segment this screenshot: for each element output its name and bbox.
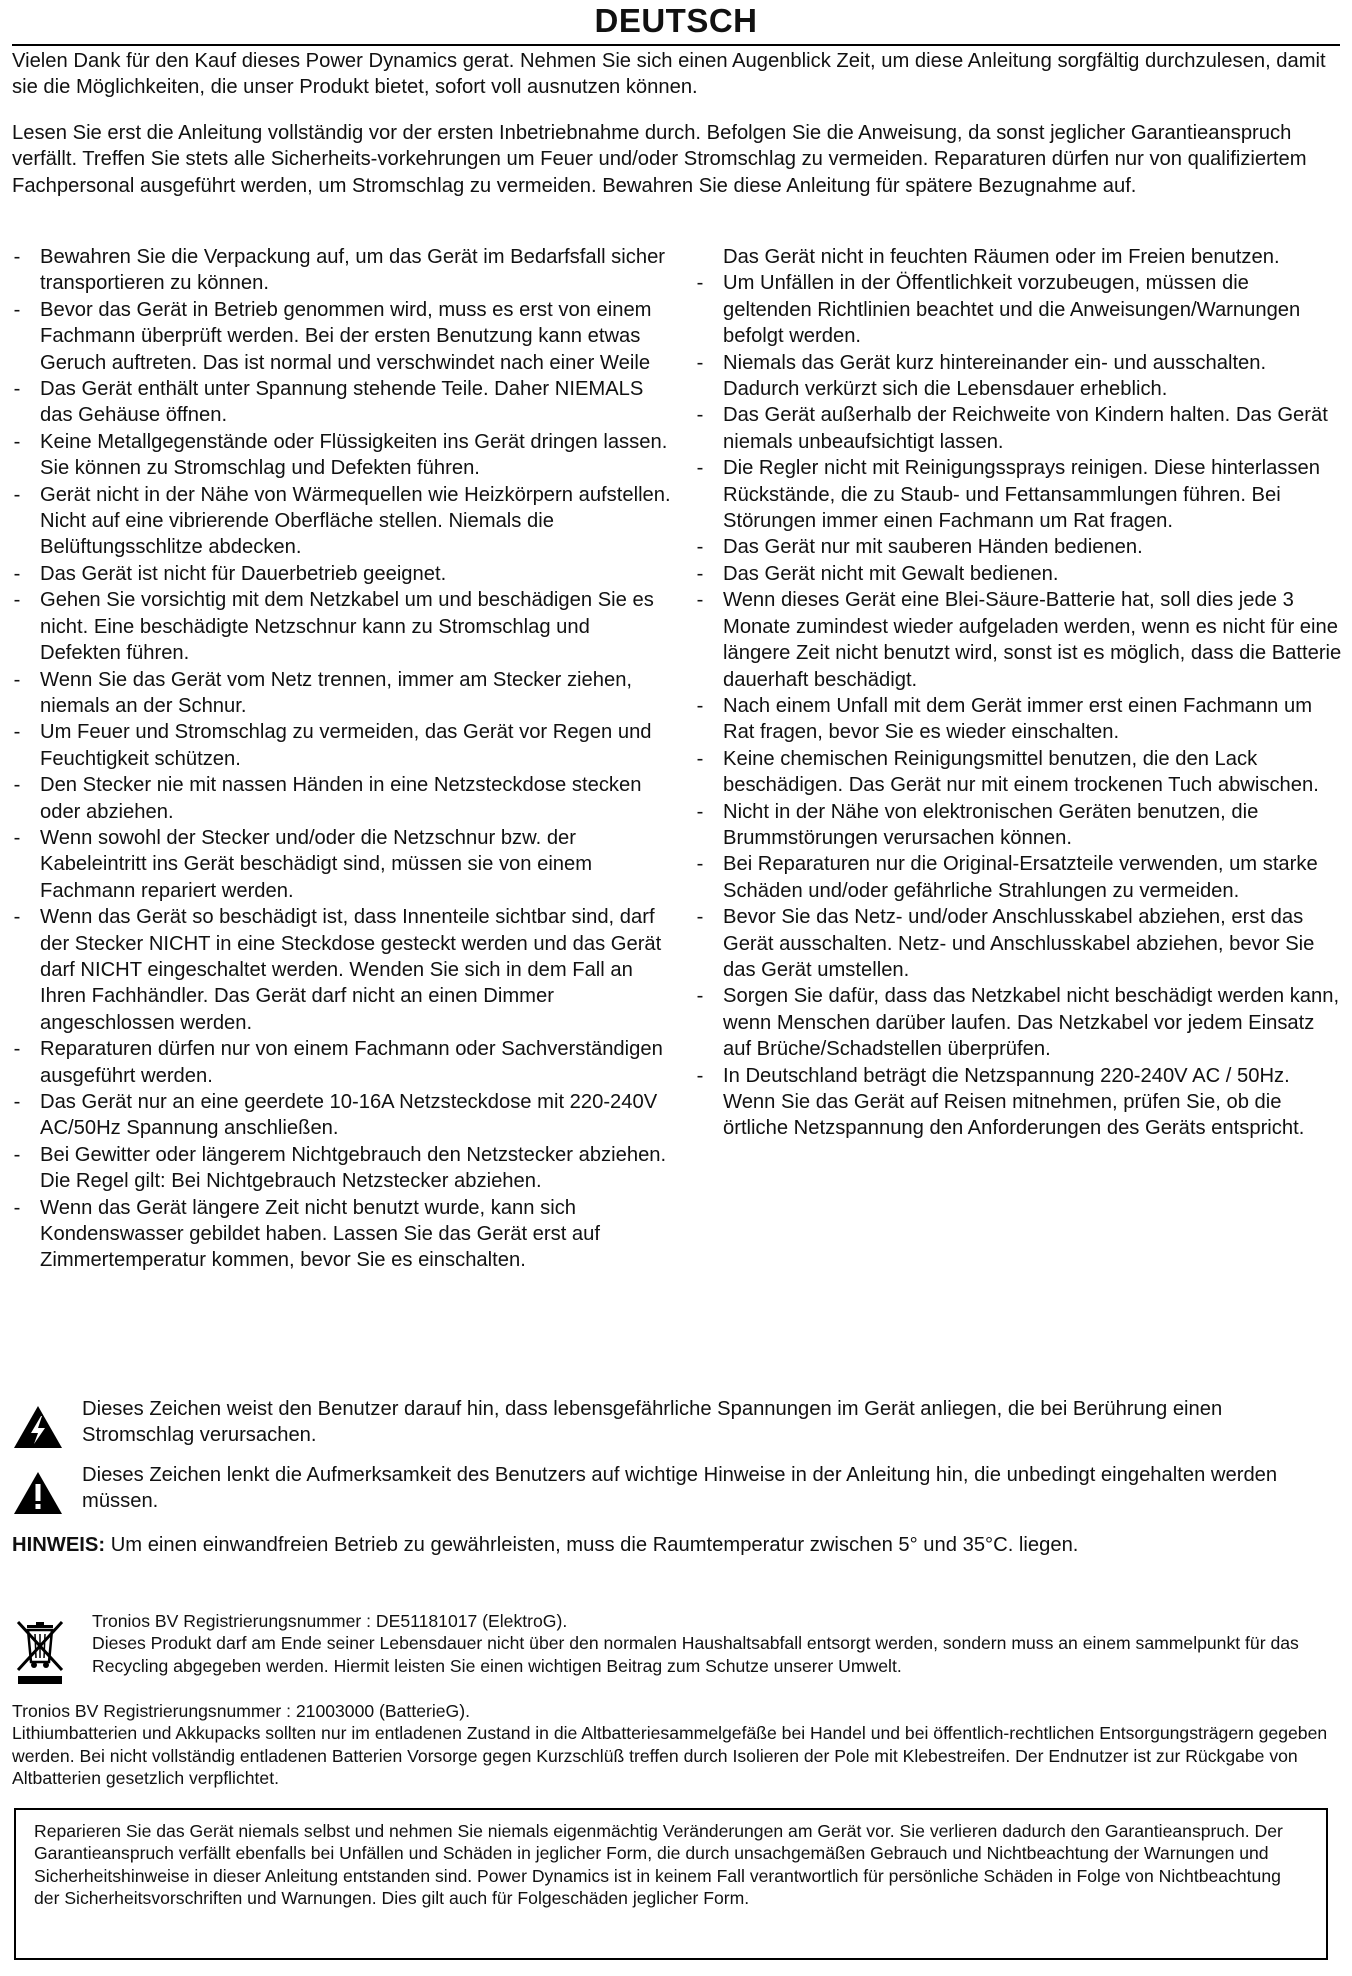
weee-text-block [92, 1610, 1342, 1677]
list-item: - Um Unfällen in der Öffentlichkeit vorzubeugen, müssen die geltenden Richtlinien beachtet und die Anweisungen/Warnungen befolgt werden. [696, 272, 1301, 348]
battery-block [12, 1700, 1342, 1790]
list-item: - Wenn Sie das Gerät vom Netz trennen, immer am Stecker ziehen, niemals an der Schnur. [13, 668, 633, 717]
list-item: - Niemals das Gerät kurz hintereinander ein- und ausschalten. Dadurch verkürzt sich die Lebensdauer erheblich. [696, 351, 1267, 401]
intro-paragraph-2: Lesen Sie erst die Anleitung vollständig vor der ersten Inbetriebnahme durch. Befolgen Sie die Anweisung, da sonst jeglicher Garantieanspruch verfällt. Treffen Sie stets alle Sicherheits-vorkehrungen um Feuer und/oder Stromschlag zu vermeiden. Reparaturen dürfen nur von qualifiziertem Fachpersonal ausgeführt werden, um Stromschlag zu vermeiden. Bewahren Sie diese Anleitung für spätere Bezugnahme auf. [12, 122, 1307, 197]
warranty-disclaimer-text: Reparieren Sie das Gerät niemals selbst und nehmen Sie niemals eigenmächtig Veränderungen am Gerät vor. Sie verlieren dadurch den Garantieanspruch. Der Garantieanspruch verfällt ebenfalls bei Unfällen und Schäden in jeglicher Form, die durch unsachgemäßen Gebrauch und Nichtbeachtung der Warnungen und Sicherheitshinweise in dieser Anleitung entstanden sind. Power Dynamics ist in keinem Fall verantwortlich für persönliche Schäden in Folge von Nichtbeachtung der Sicherheitsvorschriften und Warnungen. Dies gilt auch für Folgeschäden jeglicher Form. [34, 1821, 1283, 1909]
list-item: - Das Gerät nur an eine geerdete 10-16A Netzsteckdose mit 220-240V AC/50Hz Spannung anschließen. [13, 1091, 658, 1140]
list-item: - Bei Reparaturen nur die Original-Ersatzteile verwenden, um starke Schäden und/oder gefährliche Strahlungen zu vermeiden. [696, 853, 1318, 902]
list-item: - Bevor Sie das Netz- und/oder Anschlusskabel abziehen, erst das Gerät ausschalten. Netz- und Anschlusskabel abziehen, bevor Sie das Gerät umstellen. [696, 906, 1315, 981]
list-item: - Wenn dieses Gerät eine Blei-Säure-Batterie hat, soll dies jede 3 Monate zumindest wieder aufgeladen werden, wenn es nicht für eine längere Zeit nicht benutzt wird, sonst ist es möglich, dass die Batterie dauerhaft beschädigt. [696, 589, 1342, 691]
list-item: - Das Gerät enthält unter Spannung stehende Teile. Daher NIEMALS das Gehäuse öffnen. [13, 378, 644, 427]
list-item: - Bewahren Sie die Verpackung auf, um das Gerät im Bedarfsfall sicher transportieren zu können. [13, 246, 666, 295]
weee-block [12, 1610, 1342, 1694]
list-item: - Das Gerät ist nicht für Dauerbetrieb geeignet. [13, 562, 447, 585]
warranty-disclaimer-box [14, 1808, 1328, 1960]
list-item: - Um Feuer und Stromschlag zu vermeiden, das Gerät vor Regen und Feuchtigkeit schützen. [13, 721, 652, 770]
list-item: - In Deutschland beträgt die Netzspannung 220-240V AC / 50Hz. Wenn Sie das Gerät auf Reisen mitnehmen, prüfen Sie, ob die örtliche Netzspannung den Anforderungen des Geräts entspricht. [696, 1064, 1305, 1140]
crossed-out-bin-icon [12, 1618, 68, 1688]
safety-list-right [693, 244, 1343, 1142]
hinweis-label: HINWEIS: [12, 1534, 106, 1556]
title-underline [12, 44, 1340, 46]
list-item-continuation: Das Gerät nicht in feuchten Räumen oder im Freien benutzen. [723, 246, 1280, 268]
list-item: - Wenn das Gerät längere Zeit nicht benutzt wurde, kann sich Kondenswasser gebildet haben. Lassen Sie das Gerät erst auf Zimmertemperatur kommen, bevor Sie es einschalten. [13, 1196, 600, 1272]
list-item: - Wenn sowohl der Stecker und/oder die Netzschnur bzw. der Kabeleintritt ins Gerät beschädigt sind, müssen sie von einem Fachmann repariert werden. [13, 826, 593, 902]
list-item: - Wenn das Gerät so beschädigt ist, dass Innenteile sichtbar sind, darf der Stecker NICHT in eine Steckdose gesteckt werden und das Gerät darf NICHT eingeschaltet werden. Wenden Sie sich in dem Fall an Ihren Fachhändler. Das Gerät darf nicht an einen Dimmer angeschlossen werden. [13, 906, 662, 1034]
intro-paragraph-1: Vielen Dank für den Kauf dieses Power Dynamics gerat. Nehmen Sie sich einen Augenblick Zeit, um diese Anleitung sorgfältig durchzulesen, damit sie die Möglichkeiten, die unser Produkt bietet, sofort voll ausnutzen können. [12, 50, 1326, 99]
list-item: - Gehen Sie vorsichtig mit dem Netzkabel um und beschädigen Sie es nicht. Eine beschädigte Netzschnur kann zu Stromschlag und Defekten führen. [13, 589, 654, 665]
list-item: - Das Gerät nur mit sauberen Händen bedienen. [696, 536, 1143, 559]
list-item: - Die Regler nicht mit Reinigungssprays reinigen. Diese hinterlassen Rückstände, die zu Staub- und Fettansammlungen führen. Bei Störungen immer einen Fachmann um Rat fragen. [696, 457, 1320, 533]
list-item: - Bevor das Gerät in Betrieb genommen wird, muss es erst von einem Fachmann überprüft werden. Bei der ersten Benutzung kann etwas Geruch auftreten. Das ist normal und verschwindet nach einer Weile [13, 298, 652, 374]
list-item: - Das Gerät nicht mit Gewalt bedienen. [696, 562, 1059, 585]
weee-registration: Tronios BV Registrierungsnummer : DE51181017 (ElektroG). [92, 1611, 568, 1631]
exclamation-warning-icon [12, 1470, 64, 1516]
list-item: - Sorgen Sie dafür, dass das Netzkabel nicht beschädigt werden kann, wenn Menschen darüber laufen. Das Netzkabel vor jedem Einsatz auf Brüche/Schadstellen überprüfen. [696, 985, 1340, 1061]
hinweis-text: Um einen einwandfreien Betrieb zu gewährleisten, muss die Raumtemperatur zwischen 5° und 35°C. liegen. [105, 1534, 1079, 1556]
list-item: - Nicht in der Nähe von elektronischen Geräten benutzen, die Brummstörungen verursachen können. [696, 800, 1259, 849]
list-item: - Bei Gewitter oder längerem Nichtgebrauch den Netzstecker abziehen. Die Regel gilt: Bei Nichtgebrauch Netzstecker abziehen. [13, 1143, 667, 1193]
page-title: DEUTSCH [594, 2, 758, 39]
weee-text: Dieses Produkt darf am Ende seiner Lebensdauer nicht über den normalen Haushaltsabfall entsorgt werden, sondern muss an einem sammelpunkt für das Recycling abgegeben werden. Hiermit leisten Sie einen wichtigen Beitrag zum Schutze unserer Umwelt. [92, 1633, 1299, 1676]
list-item: - Reparaturen dürfen nur von einem Fachmann oder Sachverständigen ausgeführt werden. [13, 1038, 663, 1087]
list-item: - Den Stecker nie mit nassen Händen in eine Netzsteckdose stecken oder abziehen. [13, 774, 642, 823]
attention-warning-text: Dieses Zeichen lenkt die Aufmerksamkeit des Benutzers auf wichtige Hinweise in der Anleitung hin, die unbedingt eingehalten werden müssen. [82, 1464, 1278, 1513]
list-item: - Nach einem Unfall mit dem Gerät immer erst einen Fachmann um Rat fragen, bevor Sie es wieder einschalten. [696, 694, 1313, 744]
battery-text: Lithiumbatterien und Akkupacks sollten nur im entladenen Zustand in die Altbatteriesammelgefäße bei Handel und bei öffentlich-rechtlichen Entsorgungsträgern gegeben werden. Bei nicht vollständig entladenen Batterien Vorsorge gegen Kurzschlüß treffen durch Isolieren der Pole mit Klebestreifen. Der Endnutzer ist zur Rückgabe von Altbatterien gesetzlich verpflichtet. [12, 1723, 1328, 1789]
shock-warning-text: Dieses Zeichen weist den Benutzer darauf hin, dass lebensgefährliche Spannungen im Gerät anliegen, die bei Berührung einen Stromschlag verursachen. [82, 1398, 1223, 1447]
electric-shock-warning-icon [12, 1404, 64, 1450]
safety-list-left [10, 244, 672, 1274]
list-item: - Keine chemischen Reinigungsmittel benutzen, die den Lack beschädigen. Das Gerät nur mit einem trockenen Tuch abwischen. [696, 747, 1319, 797]
shock-warning-row [12, 1396, 1312, 1452]
list-item: - Gerät nicht in der Nähe von Wärmequellen wie Heizkörpern aufstellen. Nicht auf eine vibrierende Oberfläche stellen. Niemals die Belüftungsschlitze abdecken. [13, 483, 671, 559]
attention-warning-row [12, 1462, 1312, 1518]
battery-registration: Tronios BV Registrierungsnummer : 21003000 (BatterieG). [12, 1701, 470, 1721]
list-item: - Keine Metallgegenstände oder Flüssigkeiten ins Gerät dringen lassen. Sie können zu Stromschlag und Defekten führen. [13, 430, 668, 480]
hinweis-note [12, 1532, 1212, 1558]
list-item: - Das Gerät außerhalb der Reichweite von Kindern halten. Das Gerät niemals unbeaufsichtigt lassen. [696, 404, 1328, 453]
